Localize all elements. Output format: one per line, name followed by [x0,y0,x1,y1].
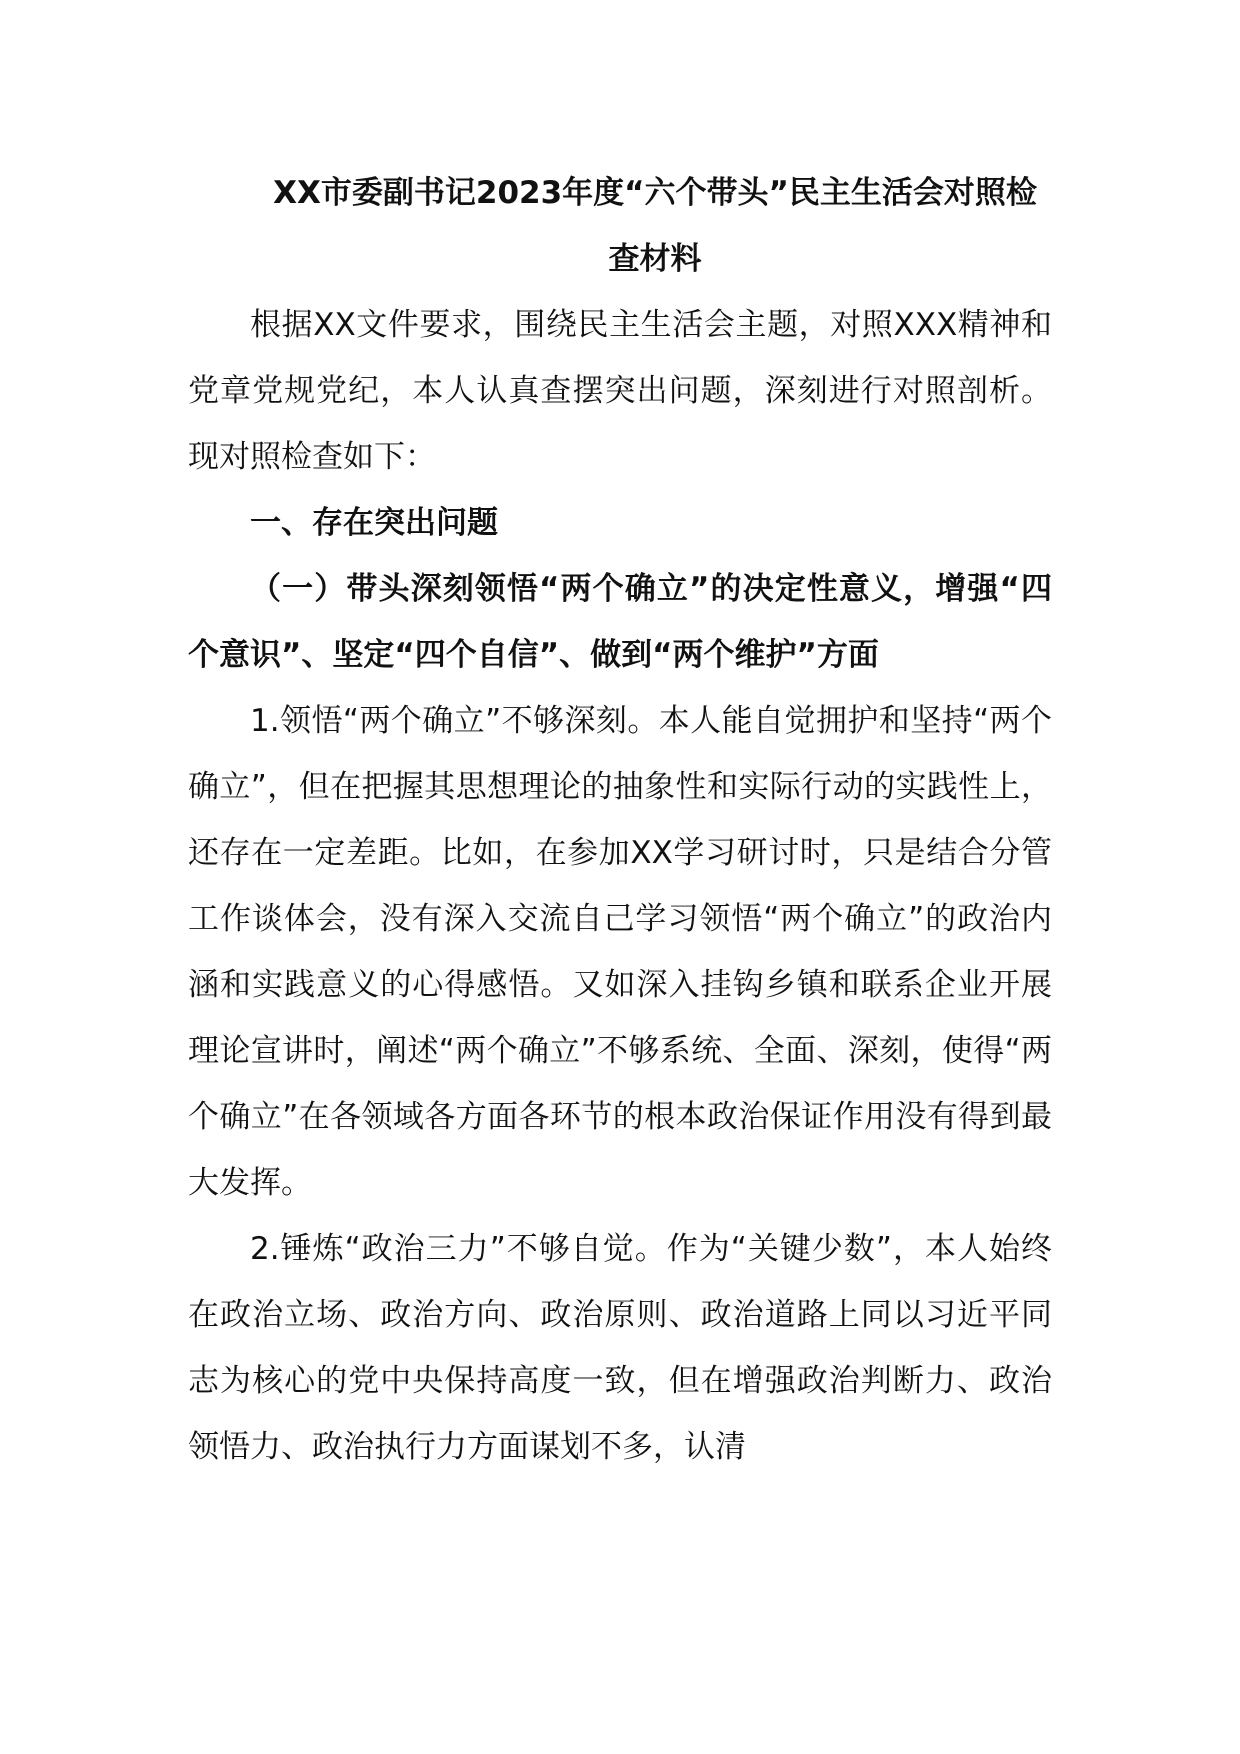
document-title: XX市委副书记2023年度“六个带头”民主生活会对照检查材料 [273,175,1037,277]
item-paragraph-1: 1.领悟“两个确立”不够深刻。本人能自觉拥护和坚持“两个确立”，但在把握其思想理论的抽象性和实际行动的实践性上，还存在一定差距。比如，在参加XX学习研讨时，只是结合分管工作谈体会，没有深入交流自己学习领悟“两个确立”的政治内涵和实践意义的心得感悟。又如深入挂钩乡镇和联系企业开展理论宣讲时，阐述“两个确立”不够系统、全面、深刻，使得“两个确立”在各领域各方面各环节的根本政治保证作用没有得到最大发挥。 [188,703,1052,1201]
section-heading: 一、存在突出问题 [250,505,498,541]
document-page [188,160,1052,1480]
subsection-heading: （一）带头深刻领悟“两个确立”的决定性意义，增强“四个意识”、坚定“四个自信”、做到“两个维护”方面 [188,571,1052,673]
item-paragraph-2: 2.锤炼“政治三力”不够自觉。作为“关键少数”，本人始终在政治立场、政治方向、政治原则、政治道路上同以习近平同志为核心的党中央保持高度一致，但在增强政治判断力、政治领悟力、政治执行力方面谋划不多，认清 [188,1231,1052,1465]
intro-paragraph: 根据XX文件要求，围绕民主生活会主题，对照XXX精神和党章党规党纪，本人认真查摆突出问题，深刻进行对照剖析。现对照检查如下： [188,307,1052,475]
